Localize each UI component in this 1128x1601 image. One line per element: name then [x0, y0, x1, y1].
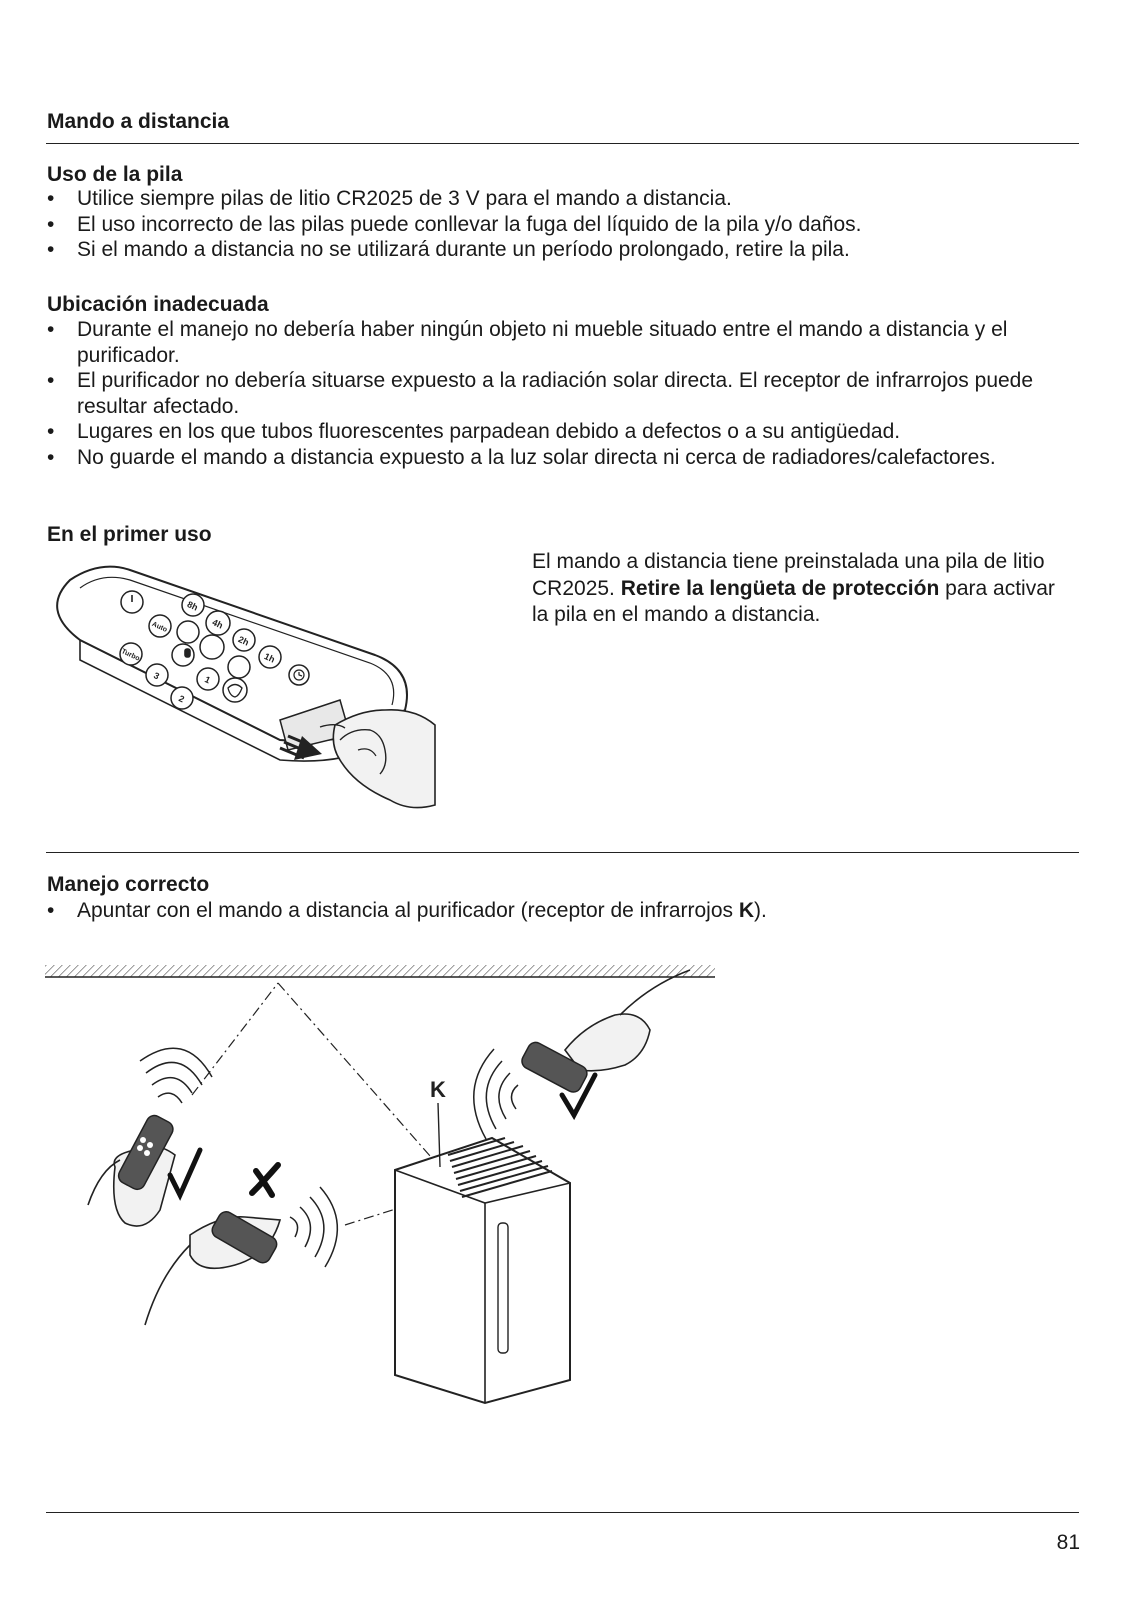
battery-use-title: Uso de la pila [47, 163, 183, 186]
lock-icon [185, 649, 190, 657]
speed-1-label: 1 [203, 674, 212, 686]
first-use-rule [46, 852, 1079, 853]
hand-pulling-tab [333, 710, 435, 808]
cross-icon [252, 1165, 278, 1195]
hand-left-correct [88, 1113, 176, 1226]
correct-use-text-end: ). [754, 899, 767, 922]
receptor-label: K [430, 1077, 446, 1102]
correct-use-text-bold: K [738, 899, 755, 922]
timer-2h-label: 2h [236, 634, 251, 648]
list-item: • No guarde el mando a distancia expuesto a la luz solar directa ni cerca de radiadores/calefactores. [47, 445, 1057, 471]
auto-label: Auto [150, 620, 169, 634]
first-use-title: En el primer uso [47, 523, 212, 546]
first-use-text-bold: Retire la lengüeta de protección [620, 576, 940, 600]
bad-location-title: Ubicación inadecuada [47, 293, 269, 316]
page-heading: Mando a distancia [47, 110, 230, 133]
page-number: 81 [1056, 1531, 1080, 1554]
list-item: • Durante el manejo no debería haber ningún objeto ni mueble situado entre el mando a distancia y el purificador. [47, 317, 1057, 368]
list-item [47, 898, 1057, 924]
battery-use-list [47, 186, 1057, 263]
remote-pull-tab-illustration [40, 550, 460, 830]
correct-use-text-start: Apuntar con el mando a distancia al purificador (receptor de infrarrojos [77, 899, 739, 922]
first-use-text-start: El mando a distancia tiene preinstalada una pila de litio CR2025. [532, 550, 1045, 600]
speed-3-label: 3 [152, 670, 161, 682]
list-item: • Utilice siempre pilas de litio CR2025 de 3 V para el mando a distancia. [47, 186, 1057, 212]
footer-rule [46, 1512, 1079, 1513]
timer-4h-label: 4h [210, 617, 225, 631]
correct-use-illustration [40, 955, 720, 1395]
ir-waves-left [140, 1048, 212, 1103]
list-item: • El uso incorrecto de las pilas puede conllevar la fuga del líquido de la pila y/o daños. [47, 212, 1057, 238]
correct-use-title: Manejo correcto [47, 873, 210, 896]
timer-8h-label: 8h [185, 599, 200, 613]
list-item: • Si el mando a distancia no se utilizará durante un período prolongado, retire la pila. [47, 237, 1057, 263]
bad-location-list [47, 317, 1057, 470]
ir-waves-middle [290, 1187, 337, 1267]
first-use-text-end: para activar la pila en el mando a distancia. [532, 576, 1055, 626]
timer-1h-label: 1h [262, 651, 277, 665]
first-use-text [532, 549, 1062, 629]
ir-waves-right [474, 1049, 518, 1139]
hand-middle-incorrect [145, 1209, 280, 1325]
speed-2-label: 2 [177, 693, 186, 705]
turbo-label: Turbo [120, 648, 141, 663]
list-item: • Lugares en los que tubos fluorescentes parpadean debido a defectos o a su antigüedad. [47, 419, 1057, 445]
ceiling-hatch [45, 965, 715, 977]
heading-rule [46, 143, 1079, 144]
list-item: • El purificador no debería situarse expuesto a la radiación solar directa. El receptor de infrarrojos puede resultar afectado. [47, 368, 1057, 419]
correct-use-list [47, 898, 1057, 924]
hand-right-correct [519, 970, 690, 1095]
